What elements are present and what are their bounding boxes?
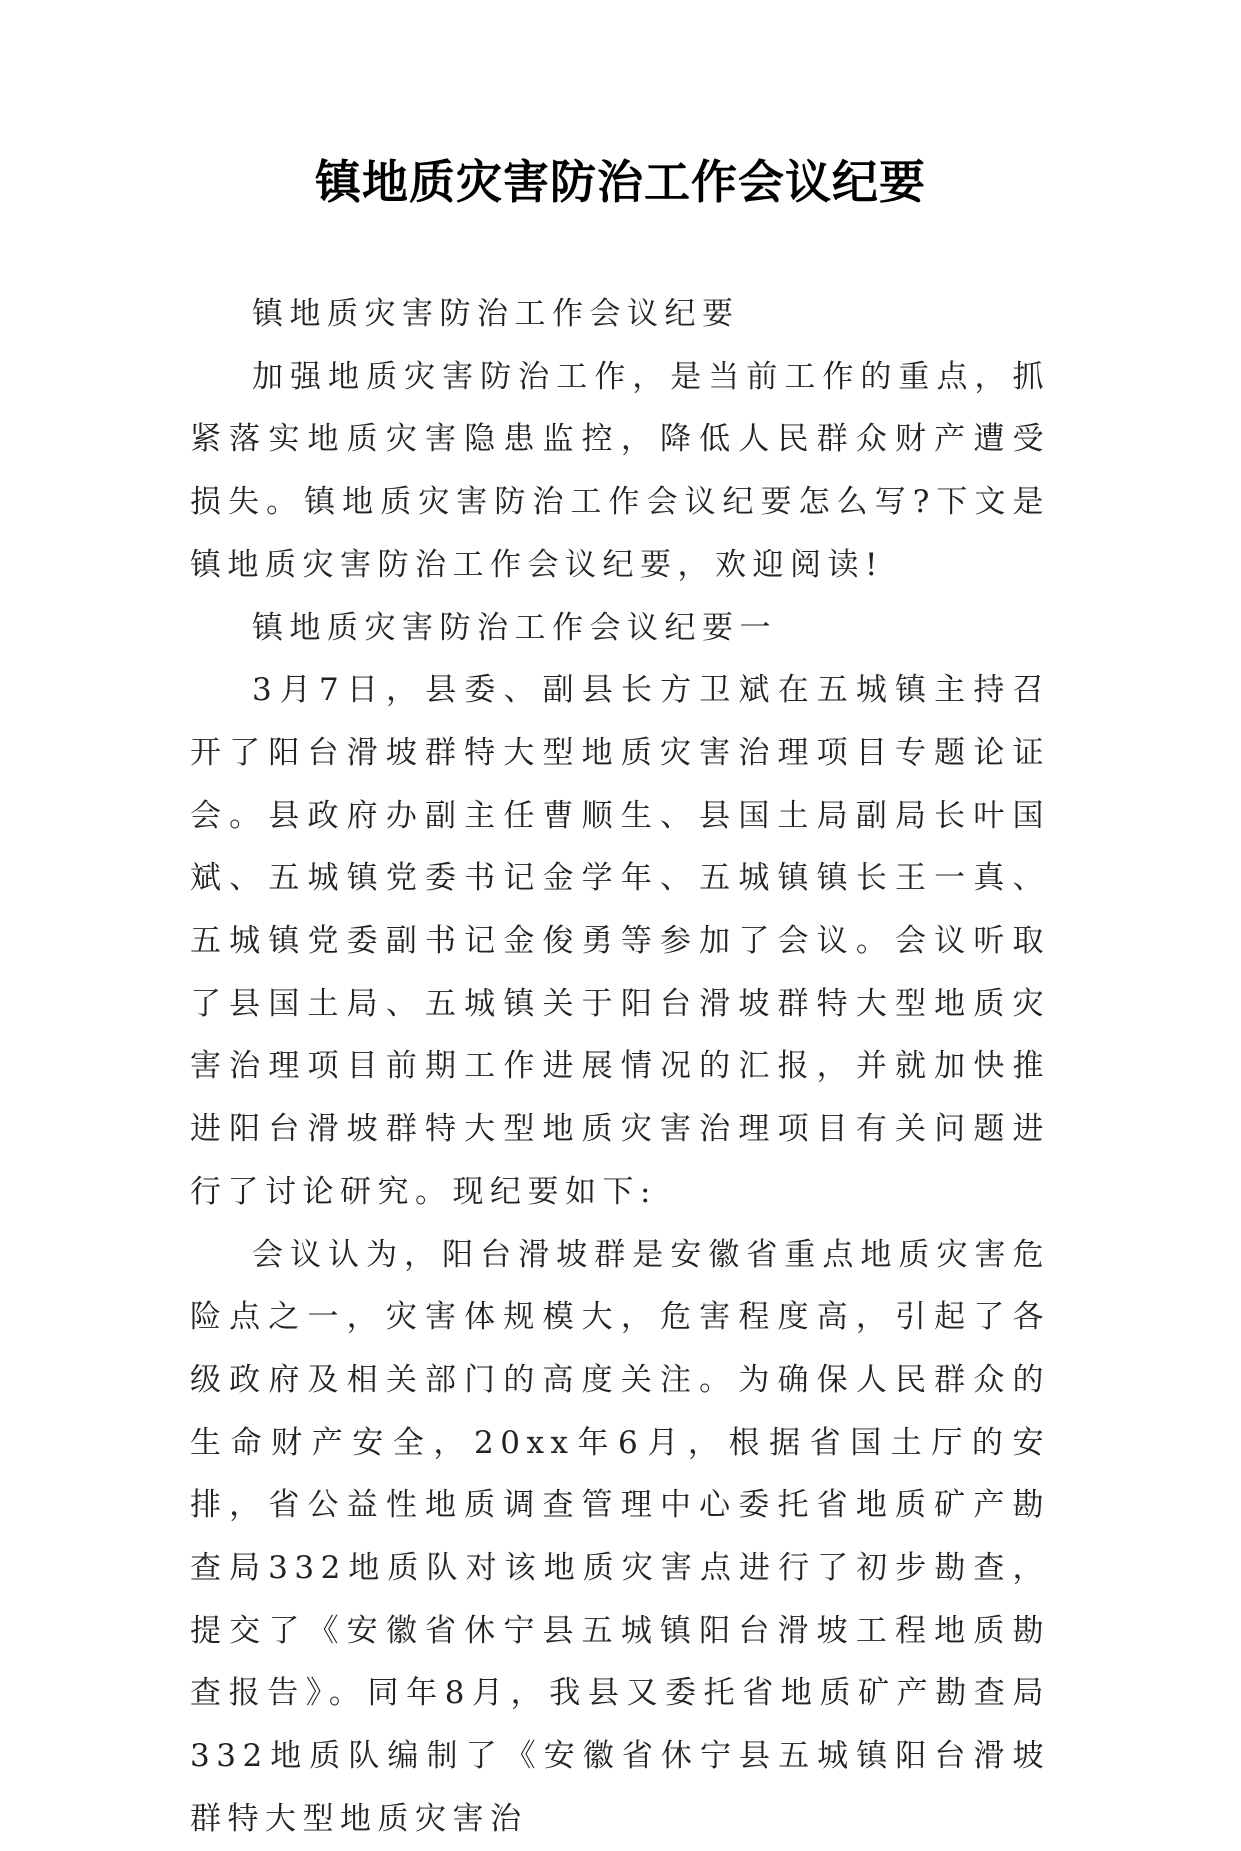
document-body	[190, 283, 1050, 1851]
paragraph-intro: 加强地质灾害防治工作，是当前工作的重点，抓紧落实地质灾害隐患监控，降低人民群众财产遭受损失。镇地质灾害防治工作会议纪要怎么写?下文是镇地质灾害防治工作会议纪要，欢迎阅读!	[190, 358, 1050, 583]
paragraph-subtitle: 镇地质灾害防治工作会议纪要	[252, 296, 740, 332]
paragraph-meeting-opinion: 会议认为，阳台滑坡群是安徽省重点地质灾害危险点之一，灾害体规模大，危害程度高，引起了各级政府及相关部门的高度关注。为确保人民群众的生命财产安全，20xx年6月，根据省国土厅的安排，省公益性地质调查管理中心委托省地质矿产勘查局332地质队对该地质灾害点进行了初步勘查，提交了《安徽省休宁县五城镇阳台滑坡工程地质勘查报告》。同年8月，我县又委托省地质矿产勘查局332地质队编制了《安徽省休宁县五城镇阳台滑坡群特大型地质灾害治	[190, 1236, 1050, 1837]
paragraph-section-heading: 镇地质灾害防治工作会议纪要一	[252, 609, 777, 646]
paragraph-meeting-summary: 3月7日，县委、副县长方卫斌在五城镇主持召开了阳台滑坡群特大型地质灾害治理项目专题论证会。县政府办副主任曹顺生、县国土局副局长叶国斌、五城镇党委书记金学年、五城镇镇长王一真、五城镇党委副书记金俊勇等参加了会议。会议听取了县国土局、五城镇关于阳台滑坡群特大型地质灾害治理项目前期工作进展情况的汇报，并就加快推进阳台滑坡群特大型地质灾害治理项目有关问题进行了讨论研究。现纪要如下:	[190, 672, 1050, 1210]
document-title: 镇地质灾害防治工作会议纪要	[315, 155, 926, 209]
